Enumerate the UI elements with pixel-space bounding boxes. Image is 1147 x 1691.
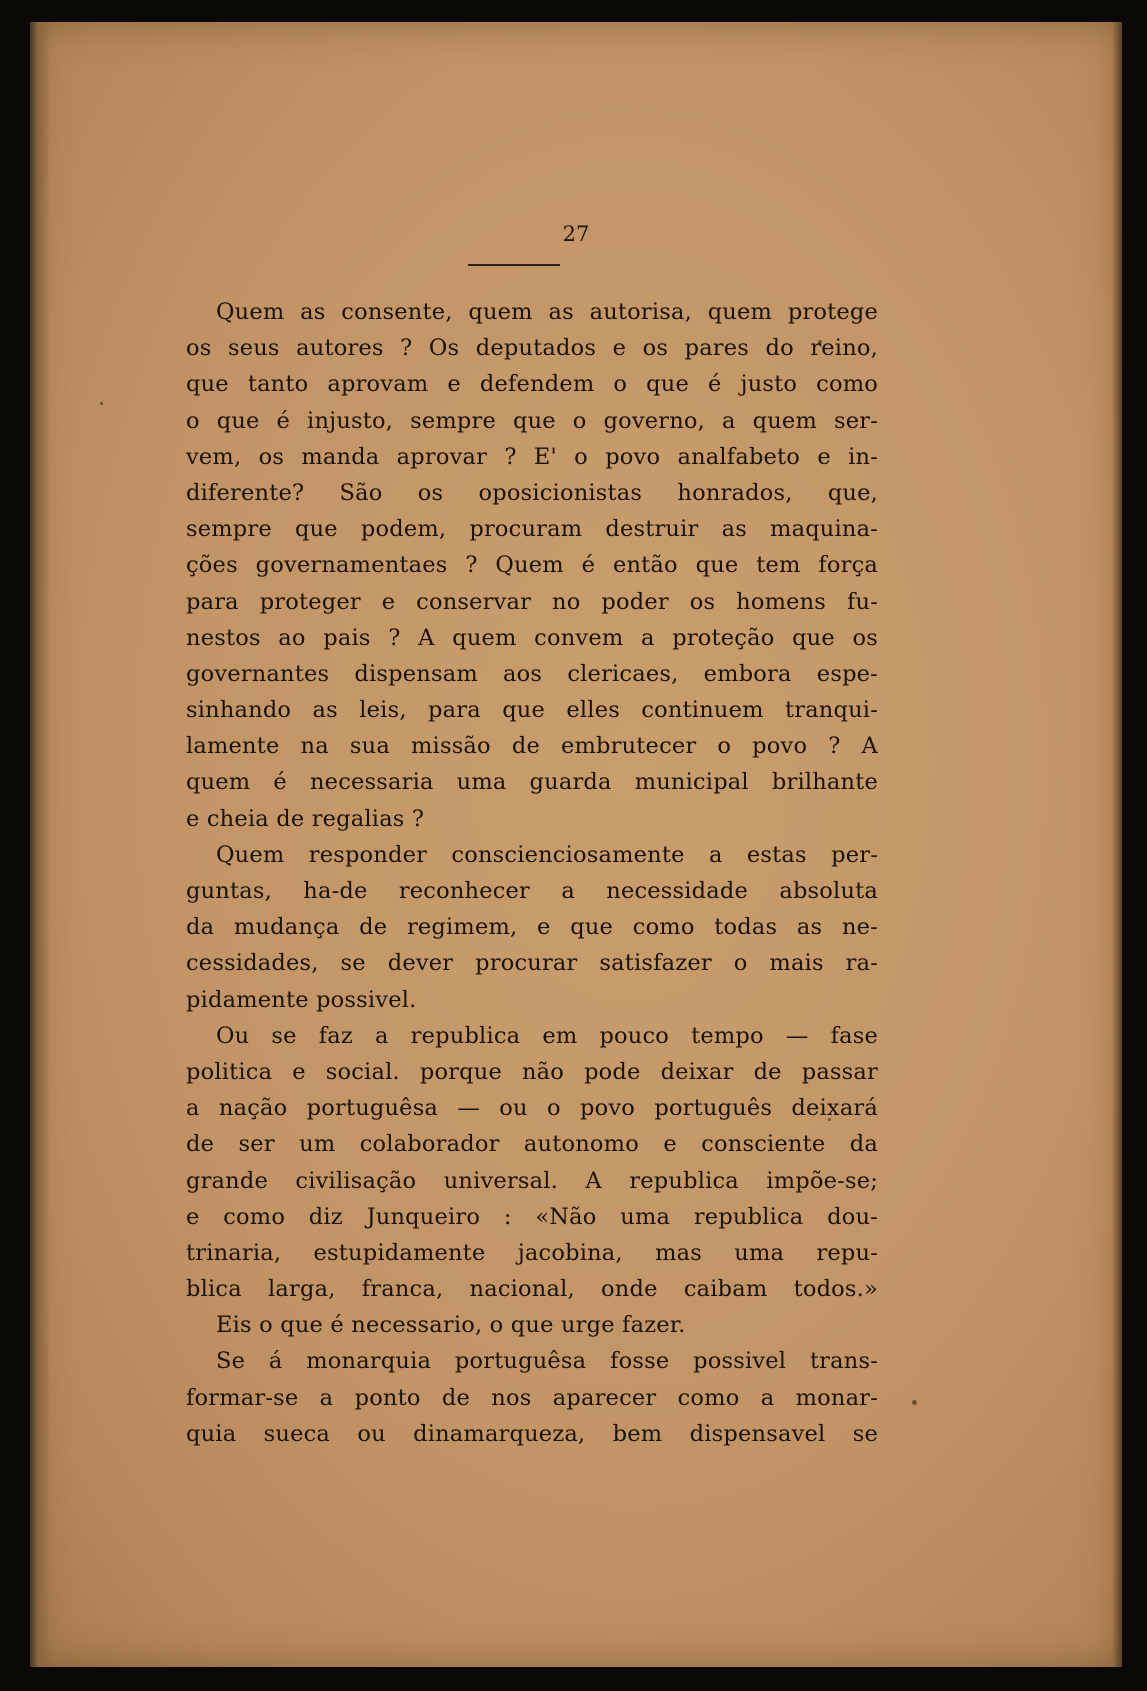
- text-line: Ou se faz a republica em pouco tempo — fase: [216, 1022, 878, 1049]
- text-line: quia sueca ou dinamarqueza, bem dispensavel se: [186, 1420, 878, 1447]
- text-line: os seus autores ? Os deputados e os pares do reino,: [186, 335, 878, 362]
- text-line: trinaria, estupidamente jacobina, mas uma repu-: [186, 1239, 878, 1266]
- text-line: lamente na sua missão de embrutecer o povo ? A: [186, 733, 878, 760]
- text-line: para proteger e conservar no poder os homens fu-: [186, 588, 878, 615]
- text-line: blica larga, franca, nacional, onde caibam todos.»: [186, 1276, 878, 1303]
- text-line: governantes dispensam aos clericaes, embora espe-: [186, 660, 878, 687]
- text-line: guntas, ha-de reconhecer a necessidade absoluta: [186, 878, 878, 904]
- text-line: ções governamentaes ? Quem é então que tem força: [186, 552, 878, 579]
- text-line: o que é injusto, sempre que o governo, a quem ser-: [186, 407, 878, 434]
- text-line: diferente? São os oposicionistas honrados, que,: [186, 479, 878, 506]
- text-line: Quem as consente, quem as autorisa, quem protege: [216, 299, 878, 325]
- text-line: da mudança de regimem, e que como todas as ne-: [186, 914, 878, 941]
- text-line: formar-se a ponto de nos aparecer como a monar-: [186, 1384, 878, 1411]
- paper-spot: [100, 402, 103, 405]
- page-binding-edge: [30, 22, 50, 1667]
- text-line: sempre que podem, procuram destruir as maquina-: [186, 516, 878, 543]
- text-line: vem, os manda aprovar ? E' o povo analfabeto e in-: [186, 443, 878, 470]
- text-line: cessidades, se dever procurar satisfazer o mais ra-: [186, 950, 878, 977]
- page-number: 27: [562, 222, 590, 246]
- text-line: Quem responder conscienciosamente a estas per-: [216, 841, 878, 868]
- text-line: grande civilisação universal. A republica impõe-se;: [186, 1167, 878, 1194]
- text-line: pidamente possivel.: [186, 986, 417, 1013]
- body-text: [186, 294, 878, 1452]
- text-line: Se á monarquia portuguêsa fosse possivel trans-: [216, 1348, 878, 1375]
- paper-spot: [912, 1400, 917, 1405]
- text-line: quem é necessaria uma guarda municipal brilhante: [186, 769, 878, 796]
- header-rule: [468, 264, 560, 266]
- paper-page: [30, 22, 1122, 1667]
- text-line: nestos ao pais ? A quem convem a proteção que os: [186, 624, 878, 651]
- text-line: e como diz Junqueiro : «Não uma republica dou-: [186, 1203, 878, 1230]
- text-line: sinhando as leis, para que elles continuem tranqui-: [186, 697, 878, 724]
- text-line: politica e social. porque não pode deixar de passar: [186, 1058, 878, 1085]
- page-right-edge: [1112, 22, 1122, 1667]
- text-line: e cheia de regalias ?: [186, 805, 425, 832]
- text-line: de ser um colaborador autonomo e consciente da: [186, 1131, 878, 1158]
- text-line: a nação portuguêsa — ou o povo português deixará: [186, 1095, 878, 1122]
- text-line: que tanto aprovam e defendem o que é justo como: [186, 371, 878, 398]
- text-line: Eis o que é necessario, o que urge fazer.: [216, 1312, 686, 1339]
